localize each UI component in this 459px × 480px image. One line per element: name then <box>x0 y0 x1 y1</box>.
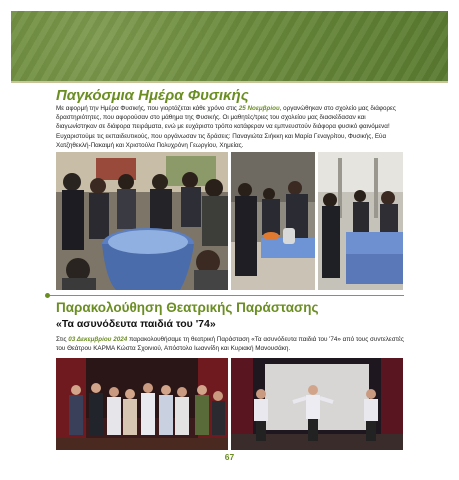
page-number: 67 <box>224 452 235 462</box>
photo-physics-experiment <box>231 152 315 290</box>
section-divider <box>48 295 404 296</box>
photo-theatre-actors <box>231 358 403 450</box>
theatre-paragraph: Στις 03 Δεκεμβρίου 2024 παρακολουθήσαμε τη θεατρική Παράσταση «Τα ασυνόδευτα παιδιά του '74» από τους συντελεστές του Θεάτρου ΚΑΡΜΑ Κώστα Σχοινιού, Απόστολο Ιωαννίδη και Κυριακή Μανουσάκη. <box>56 336 404 352</box>
photo-physics-classroom <box>56 152 228 290</box>
theatre-date: 03 Δεκεμβρίου 2024 <box>68 336 128 343</box>
physics-day-date: 25 Νοεμβρίου <box>238 105 280 112</box>
section-title-theatre: Παρακολούθηση Θεατρικής Παράστασης <box>56 300 319 315</box>
physics-day-paragraph: Με αφορμή την Ημέρα Φυσικής, που γιορτάζεται κάθε χρόνο στις 25 Νοεμβρίου, οργανώθηκαν στο σχολείο μας διάφορες δραστηριότητες, που αφορούσαν στο μάθημα της Φυσικής. Οι μαθητές/τριες του σχολείου μας διασκέδασαν και διαγωνίστηκαν σε διάφορα πειράματα, ενώ με ευχάριστο τρόπο κατάφεραν να εμπνευστούν διάφορα φυσικό φαινόμενα! Ευχαριστούμε τις εκπαιδευτικούς, που οργάνωσαν τις δράσεις: Παναγιώτα Σιήκκη και Μαρία Γεναγρίτου, Φυσικής, Εύα Χατζηθεκλή-Πακαιμή και Χριστούλα Πολυχρόνη Γεωργίου, Χημείας. <box>56 105 396 149</box>
photo-theatre-group <box>56 358 228 450</box>
header-banner <box>11 11 448 83</box>
photo-physics-hall <box>318 152 403 290</box>
divider-dot <box>45 293 50 298</box>
play-title: «Τα ασυνόδευτα παιδιά του '74» <box>56 318 216 330</box>
section-title-physics-day: Παγκόσμια Ημέρα Φυσικής <box>56 87 249 104</box>
